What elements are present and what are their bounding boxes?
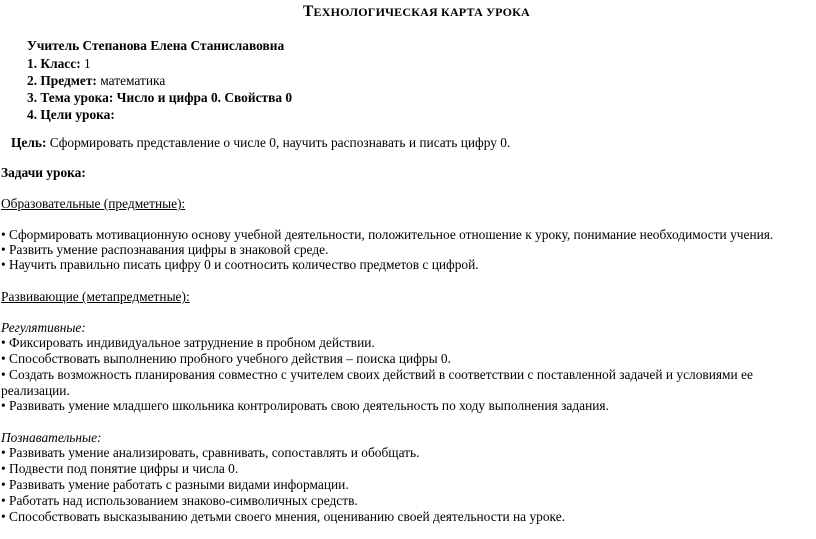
educational-item: • Сформировать мотивационную основу учебной деятельности, положительное отношение к уроку, понимание необходимости учения.	[1, 227, 774, 242]
subject-label: 2. Предмет:	[27, 73, 97, 88]
cognitive-item: • Развивать умение работать с разными видами информации.	[1, 477, 349, 492]
subject-value: математика	[96, 73, 166, 88]
regulatory-item: • Способствовать выполнению пробного учебного действия – поиска цифры 0.	[1, 351, 451, 366]
cognitive-item: • Подвести под понятие цифры и числа 0.	[1, 461, 239, 476]
document-title	[303, 4, 530, 20]
goal-label: Цель:	[11, 135, 47, 150]
goal-text: Сформировать представление о числе 0, научить распознавать и писать цифру 0.	[46, 135, 511, 150]
goal-line	[11, 135, 510, 151]
educational-item: • Развить умение распознавания цифры в знаковой среде.	[1, 242, 329, 257]
regulatory-item-continuation: реализации.	[1, 383, 70, 398]
cognitive-heading: Познавательные:	[1, 430, 102, 445]
class-label: 1. Класс:	[27, 56, 81, 71]
regulatory-item: • Фиксировать индивидуальное затруднение в пробном действии.	[1, 335, 375, 350]
regulatory-item: • Создать возможность планирования совместно с учителем своих действий в соответствии с поставленной задачей и условиями ее	[1, 367, 753, 382]
subject-line	[27, 73, 165, 89]
title-initial: Т	[303, 3, 314, 20]
title-rest: ЕХНОЛОГИЧЕСКАЯ КАРТА УРОКА	[313, 5, 530, 19]
lesson-topic: 3. Тема урока: Число и цифра 0. Свойства 0	[27, 90, 293, 105]
educational-heading: Образовательные (предметные):	[1, 196, 186, 211]
teacher-name: Учитель Степанова Елена Станиславовна	[27, 38, 285, 53]
class-line	[27, 56, 91, 72]
cognitive-item: • Способствовать высказыванию детьми своего мнения, оцениванию своей деятельности на уроке.	[1, 509, 566, 524]
cognitive-item: • Работать над использованием знаково-символичных средств.	[1, 493, 358, 508]
class-value: 1	[80, 56, 91, 71]
cognitive-item: • Развивать умение анализировать, сравнивать, сопоставлять и обобщать.	[1, 445, 420, 460]
educational-item: • Научить правильно писать цифру 0 и соотносить количество предметов с цифрой.	[1, 257, 479, 272]
regulatory-item: • Развивать умение младшего школьника контролировать свою деятельность по ходу выполнения задания.	[1, 398, 609, 413]
tasks-heading: Задачи урока:	[1, 165, 86, 180]
regulatory-heading: Регулятивные:	[1, 320, 86, 335]
goals-heading: 4. Цели урока:	[27, 107, 115, 122]
developmental-heading: Развивающие (метапредметные):	[1, 289, 190, 304]
